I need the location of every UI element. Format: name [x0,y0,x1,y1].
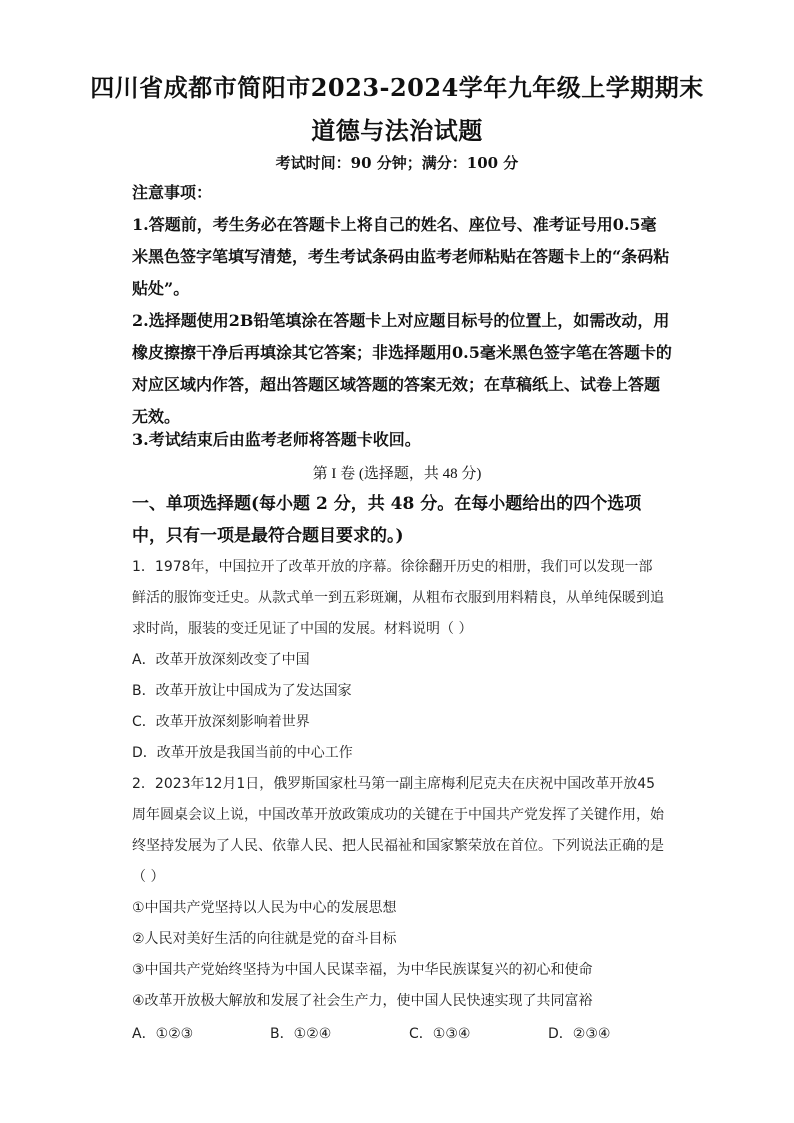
section-instruction: 一、单项选择题(每小题 2 分，共 48 分。在每小题给出的四个选项中，只有一项是最符合题目要求的。) [132,494,642,546]
question-1-option-c: C．改革开放深刻影响着世界 [132,714,310,730]
question-2-statement-4: ④改革开放极大解放和发展了社会生产力，使中国人民快速实现了共同富裕 [132,993,593,1009]
question-1-stem: 1．1978年，中国拉开了改革开放的序幕。徐徐翻开历史的相册，我们可以发现一部鲜活的服饰变迁史。从款式单一到五彩斑斓，从粗布衣服到用料精良，从单纯保暖到追求时尚，服装的变迁见证了中国的发展。材料说明（ ） [132,559,664,637]
section-title: 第 I 卷 (选择题，共 48 分) [312,466,482,482]
question-2-choices [132,1019,652,1050]
exam-title-line1: 四川省成都市简阳市2023-2024学年九年级上学期期末 [90,73,704,102]
notice-item-3: 3.考试结束后由监考老师将答题卡收回。 [132,430,421,449]
question-1-option-b: B．改革开放让中国成为了发达国家 [132,683,352,699]
question-2-stem: 2．2023年12月1日，俄罗斯国家杜马第一副主席梅利尼克夫在庆祝中国改革开放45周年圆桌会议上说，中国改革开放政策成功的关键在于中国共产党发挥了关键作用，始终坚持发展为了人民、依靠人民、把人民福祉和国家繁荣放在首位。下列说法正确的是（ ） [132,776,664,885]
exam-time-score: 考试时间：90 分钟；满分：100 分 [275,154,519,172]
question-1-option-d: D．改革开放是我国当前的中心工作 [132,745,353,761]
notice-heading: 注意事项： [132,183,213,202]
question-2-statement-2: ②人民对美好生活的向往就是党的奋斗目标 [132,931,397,947]
question-2-statement-1: ①中国共产党坚持以人民为中心的发展思想 [132,900,397,916]
question-2-statement-3: ③中国共产党始终坚持为中国人民谋幸福，为中华民族谋复兴的初心和使命 [132,962,593,978]
question-2-choice-a: A．①②③ [132,1026,194,1042]
question-1-option-a: A．改革开放深刻改变了中国 [132,652,310,668]
exam-title-line2: 道德与法治试题 [311,116,483,145]
notice-item-1: 1.答题前，考生务必在答题卡上将自己的姓名、座位号、准考证号用0.5毫米黑色签字笔填写清楚，考生考试条码由监考老师粘贴在答题卡上的“条码粘贴处”。 [132,215,670,298]
question-2-choice-d: D．②③④ [548,1026,611,1042]
question-2-choice-b: B．①②④ [270,1026,332,1042]
question-2-choice-c: C．①③④ [409,1026,471,1042]
notice-item-2: 2.选择题使用2B铅笔填涂在答题卡上对应题目标号的位置上，如需改动，用橡皮擦擦干净后再填涂其它答案；非选择题用0.5毫米黑色签字笔在答题卡的对应区域内作答，超出答题区域答题的答案无效；在草稿纸上、试卷上答题无效。 [132,311,672,426]
